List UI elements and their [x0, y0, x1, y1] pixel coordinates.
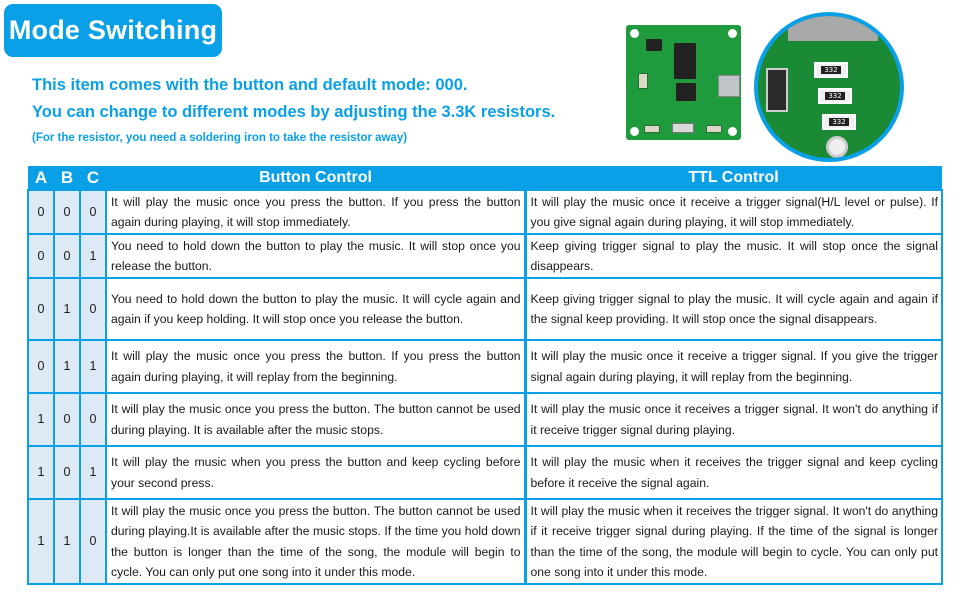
- bit-b: 0: [54, 234, 80, 278]
- header-button-control: Button Control: [106, 166, 525, 190]
- ttl-control-cell: It will play the music once it receive a trigger signal(H/L level or pulse). If you give signal again during playing, it will stop immediately.: [525, 190, 942, 234]
- chip-icon: [646, 39, 662, 51]
- bit-c: 1: [80, 446, 106, 499]
- bit-c: 0: [80, 190, 106, 234]
- table-row: [28, 340, 942, 393]
- resistor-icon: [822, 114, 856, 130]
- bit-a: 0: [28, 190, 54, 234]
- pad-icon: [706, 125, 722, 133]
- intro-default-mode: This item comes with the button and default mode: 000.: [32, 76, 468, 94]
- bit-a: 0: [28, 234, 54, 278]
- header-c: C: [80, 166, 106, 190]
- mount-hole-icon: [630, 127, 639, 136]
- mount-hole-icon: [826, 136, 848, 158]
- ttl-control-cell: Keep giving trigger signal to play the music. It will cycle again and again if the signal keep providing. It will stop once the signal disappears.: [525, 278, 942, 340]
- bit-a: 1: [28, 393, 54, 446]
- ttl-control-cell: It will play the music once it receive a trigger signal. If you give the trigger signal again during playing, it will replay from the beginning.: [525, 340, 942, 393]
- intro-soldering-note: (For the resistor, you need a soldering iron to take the resistor away): [32, 132, 408, 144]
- mount-hole-icon: [630, 29, 639, 38]
- ttl-control-cell: It will play the music when it receives the trigger signal and keep cycling before it receive the signal again.: [525, 446, 942, 499]
- bit-c: 1: [80, 234, 106, 278]
- table-row: [28, 499, 942, 584]
- table-row: [28, 446, 942, 499]
- usb-port-icon: [718, 75, 740, 97]
- resistor-code: 332: [829, 118, 848, 126]
- chip-icon: [674, 43, 696, 79]
- bit-c: 1: [80, 340, 106, 393]
- button-control-cell: It will play the music once you press the button. If you press the button again during playing, it will replay from the beginning.: [106, 340, 525, 393]
- switch-icon: [672, 123, 694, 133]
- mount-hole-icon: [728, 29, 737, 38]
- bit-b: 0: [54, 446, 80, 499]
- resistor-code: 332: [821, 66, 840, 74]
- table-row: [28, 393, 942, 446]
- bit-a: 1: [28, 499, 54, 584]
- diode-icon: [766, 68, 788, 112]
- bit-a: 1: [28, 446, 54, 499]
- table-row: [28, 278, 942, 340]
- bit-b: 1: [54, 499, 80, 584]
- metal-shield: [788, 12, 878, 41]
- pad-icon: [644, 125, 660, 133]
- pad-icon: [638, 73, 648, 89]
- board-photo: [626, 25, 741, 140]
- resistor-closeup-photo: [754, 12, 904, 162]
- bit-b: 0: [54, 393, 80, 446]
- ttl-control-cell: It will play the music once it receives a trigger signal. It won't do anything if it receive trigger signal during playing.: [525, 393, 942, 446]
- bit-c: 0: [80, 278, 106, 340]
- page-title: Mode Switching: [4, 4, 222, 57]
- bit-a: 0: [28, 278, 54, 340]
- button-control-cell: It will play the music when you press the button and keep cycling before your second press.: [106, 446, 525, 499]
- resistor-icon: [814, 62, 848, 78]
- button-control-cell: You need to hold down the button to play the music. It will cycle again and again if you keep holding. It will stop once you release the button.: [106, 278, 525, 340]
- bit-c: 0: [80, 499, 106, 584]
- table-row: [28, 190, 942, 234]
- bit-b: 1: [54, 278, 80, 340]
- button-control-cell: You need to hold down the button to play the music. It will stop once you release the button.: [106, 234, 525, 278]
- chip-icon: [676, 83, 696, 101]
- bit-b: 1: [54, 340, 80, 393]
- button-control-cell: It will play the music once you press the button. If you press the button again during playing, it will stop immediately.: [106, 190, 525, 234]
- table-row: [28, 234, 942, 278]
- bit-b: 0: [54, 190, 80, 234]
- mount-hole-icon: [728, 127, 737, 136]
- bit-a: 0: [28, 340, 54, 393]
- mode-table: [27, 166, 943, 585]
- intro-resistor-modes: You can change to different modes by adjusting the 3.3K resistors.: [32, 103, 556, 121]
- button-control-cell: It will play the music once you press the button. The button cannot be used during playing. It is available after the music stops.: [106, 393, 525, 446]
- ttl-control-cell: It will play the music when it receives the trigger signal. It won't do anything if it receive trigger signal during playing. If the time of the signal is longer than the time of the song, the module will begin to cycle. You can only put one song into it under this mode.: [525, 499, 942, 584]
- resistor-code: 332: [825, 92, 844, 100]
- header-a: A: [28, 166, 54, 190]
- bit-c: 0: [80, 393, 106, 446]
- table-header-row: [28, 166, 942, 190]
- button-control-cell: It will play the music once you press the button. The button cannot be used during playing.It is available after the music stops. If the time you hold down the button is longer than the time of the song, the module will begin to cycle. You can only put one song into it under this mode.: [106, 499, 525, 584]
- ttl-control-cell: Keep giving trigger signal to play the music. It will stop once the signal disappears.: [525, 234, 942, 278]
- header-ttl-control: TTL Control: [525, 166, 942, 190]
- resistor-icon: [818, 88, 852, 104]
- header-b: B: [54, 166, 80, 190]
